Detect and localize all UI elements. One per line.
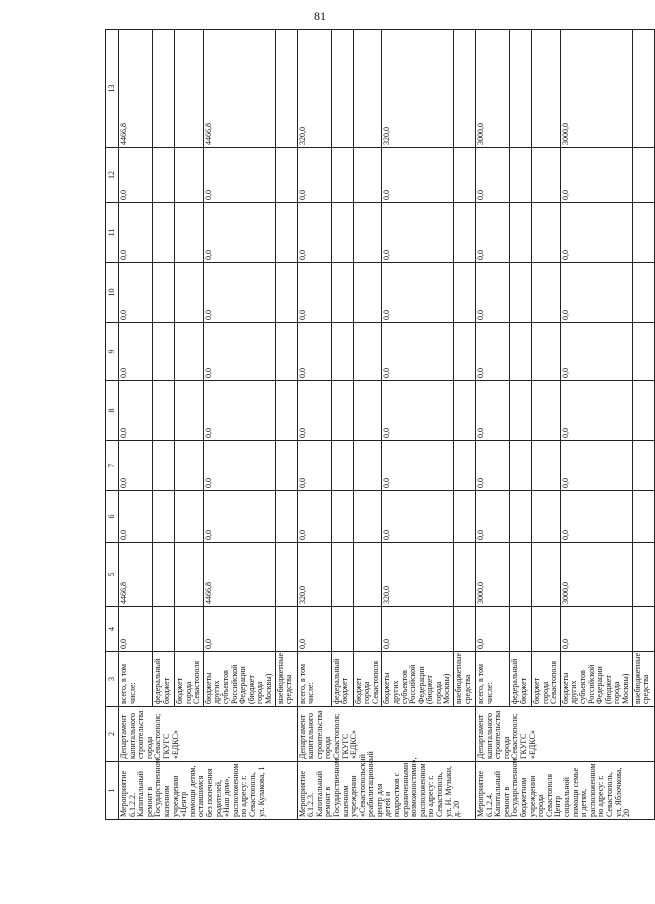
value-cell: 0,0: [560, 323, 632, 381]
value-cell: [275, 491, 297, 543]
value-cell: 0,0: [382, 323, 454, 381]
value-cell: 0,0: [203, 441, 275, 491]
table-body: [119, 30, 655, 820]
value-cell: 4466,8: [203, 543, 275, 607]
value-cell: [175, 491, 204, 543]
value-cell: 320,0: [297, 543, 331, 607]
value-cell: [153, 543, 175, 607]
value-cell: [153, 381, 175, 441]
value-cell: 0,0: [476, 491, 510, 543]
value-cell: 0,0: [297, 263, 331, 323]
value-cell: 320,0: [297, 30, 331, 148]
column-number-row: [106, 30, 119, 820]
value-cell: 320,0: [382, 543, 454, 607]
value-cell: 3000,0: [560, 543, 632, 607]
funding-source: бюджеты других субъектов Российской Федерации (бюджет города Москвы): [560, 652, 632, 707]
value-cell: [175, 543, 204, 607]
value-cell: 0,0: [560, 607, 632, 652]
column-header: 6: [106, 491, 119, 543]
value-cell: 0,0: [476, 263, 510, 323]
value-cell: [510, 30, 532, 148]
funding-source: бюджеты других субъектов Российской Федерации (бюджет города Москвы): [203, 652, 275, 707]
value-cell: 0,0: [382, 491, 454, 543]
value-cell: 0,0: [119, 148, 153, 203]
table-row: [510, 30, 532, 820]
column-header: 10: [106, 263, 119, 323]
value-cell: [632, 323, 654, 381]
value-cell: [532, 263, 561, 323]
value-cell: 4466,8: [203, 30, 275, 148]
value-cell: [353, 203, 382, 263]
value-cell: 0,0: [119, 607, 153, 652]
value-cell: 320,0: [382, 30, 454, 148]
value-cell: [532, 381, 561, 441]
value-cell: 3000,0: [560, 30, 632, 148]
value-cell: [510, 203, 532, 263]
value-cell: [175, 323, 204, 381]
value-cell: [153, 30, 175, 148]
value-cell: 3000,0: [476, 543, 510, 607]
value-cell: [331, 148, 353, 203]
table-row: [353, 30, 382, 820]
value-cell: 0,0: [297, 381, 331, 441]
funding-source: всего, в том числе:: [476, 652, 510, 707]
value-cell: [153, 323, 175, 381]
column-header: 4: [106, 607, 119, 652]
value-cell: [153, 441, 175, 491]
value-cell: [353, 323, 382, 381]
value-cell: 0,0: [297, 203, 331, 263]
table-row: [297, 30, 331, 820]
value-cell: 0,0: [203, 491, 275, 543]
value-cell: [632, 543, 654, 607]
value-cell: [532, 30, 561, 148]
value-cell: 0,0: [297, 441, 331, 491]
funding-source: федеральный бюджет: [153, 652, 175, 707]
value-cell: [331, 381, 353, 441]
value-cell: [454, 607, 476, 652]
table-row: [203, 30, 275, 820]
value-cell: [510, 323, 532, 381]
value-cell: [153, 263, 175, 323]
value-cell: [175, 381, 204, 441]
value-cell: [153, 203, 175, 263]
value-cell: 0,0: [476, 381, 510, 441]
value-cell: [353, 607, 382, 652]
value-cell: [532, 203, 561, 263]
value-cell: 0,0: [297, 148, 331, 203]
funding-source: бюджеты других субъектов Российской Федерации (бюджет города Москвы): [382, 652, 454, 707]
value-cell: [353, 263, 382, 323]
value-cell: [510, 543, 532, 607]
value-cell: [510, 263, 532, 323]
budget-table: [105, 29, 655, 820]
value-cell: 0,0: [476, 323, 510, 381]
value-cell: [275, 323, 297, 381]
funding-source: внебюджетные средства: [454, 652, 476, 707]
column-header: 13: [106, 30, 119, 148]
value-cell: [175, 148, 204, 203]
activity-executor: Департамент капитального строительства города Севастополя; ГКУГС «ЕДКС»: [297, 707, 476, 762]
value-cell: [275, 543, 297, 607]
column-header: 9: [106, 323, 119, 381]
value-cell: 0,0: [476, 607, 510, 652]
value-cell: 0,0: [203, 203, 275, 263]
value-cell: [632, 30, 654, 148]
value-cell: [454, 323, 476, 381]
value-cell: [175, 203, 204, 263]
value-cell: 0,0: [203, 381, 275, 441]
value-cell: 0,0: [382, 203, 454, 263]
activity-name: Мероприятие 6.1.2.3. Капитальный ремонт в Государственном казенном учреждении «Севастопольский реабилитационный центр для детей и подростков с ограниченными возможностями», расположенном по адресу: г. Севастополь, ул. Н. Музыки, д. 20: [297, 762, 476, 820]
value-cell: [275, 607, 297, 652]
value-cell: [454, 381, 476, 441]
value-cell: [454, 263, 476, 323]
value-cell: 0,0: [560, 491, 632, 543]
value-cell: 0,0: [297, 323, 331, 381]
value-cell: 0,0: [560, 203, 632, 263]
value-cell: [275, 441, 297, 491]
table-row: [532, 30, 561, 820]
value-cell: [454, 491, 476, 543]
value-cell: [331, 441, 353, 491]
value-cell: [454, 203, 476, 263]
column-header: 8: [106, 381, 119, 441]
value-cell: 0,0: [476, 441, 510, 491]
activity-name: Мероприятие 6.1.2.2. Капитальный ремонт в Государственном казенном учреждении «Центр помощи детям, оставшимся без попечения родителей, «Наш дом», расположенном по адресу: г. Севастополь, ул. Кулакова, 1: [119, 762, 298, 820]
funding-source: внебюджетные средства: [632, 652, 654, 707]
activity-name: Мероприятие 6.1.2.4. Капитальный ремонт в Государственном бюджетном учреждении города Севастополя Центр социальной помощи семье и детям, расположенном по адресу: г. Севастополь, ул. Яблочкова, 20: [476, 762, 655, 820]
funding-source: всего, в том числе:: [297, 652, 331, 707]
value-cell: 0,0: [382, 148, 454, 203]
column-header: 7: [106, 441, 119, 491]
table-row: [560, 30, 632, 820]
value-cell: [175, 30, 204, 148]
value-cell: 0,0: [119, 491, 153, 543]
column-header: 11: [106, 203, 119, 263]
value-cell: [510, 441, 532, 491]
column-header: 2: [106, 707, 119, 762]
table-row: [275, 30, 297, 820]
value-cell: [353, 381, 382, 441]
activity-executor: Департамент капитального строительства города Севастополя; ГКУГС «ЕДКС»: [476, 707, 655, 762]
table-row: [175, 30, 204, 820]
table-row: [331, 30, 353, 820]
value-cell: 0,0: [297, 607, 331, 652]
value-cell: [175, 607, 204, 652]
value-cell: [153, 607, 175, 652]
value-cell: [175, 263, 204, 323]
value-cell: [632, 263, 654, 323]
table-row: [454, 30, 476, 820]
value-cell: [353, 543, 382, 607]
value-cell: [275, 263, 297, 323]
funding-source: бюджет города Севастополя: [175, 652, 204, 707]
value-cell: 0,0: [119, 263, 153, 323]
value-cell: 0,0: [382, 381, 454, 441]
value-cell: 0,0: [560, 381, 632, 441]
table-row: [476, 30, 510, 820]
value-cell: [331, 543, 353, 607]
value-cell: [454, 543, 476, 607]
activity-executor: Департамент капитального строительства города Севастополя; ГКУГС «ЕДКС»: [119, 707, 298, 762]
value-cell: [454, 148, 476, 203]
column-header: 3: [106, 652, 119, 707]
value-cell: [532, 148, 561, 203]
column-header: 12: [106, 148, 119, 203]
funding-source: бюджет города Севастополя: [532, 652, 561, 707]
value-cell: [331, 323, 353, 381]
value-cell: [331, 491, 353, 543]
value-cell: [153, 148, 175, 203]
funding-source: федеральный бюджет: [510, 652, 532, 707]
value-cell: 4466,8: [119, 30, 153, 148]
value-cell: [353, 491, 382, 543]
value-cell: [532, 491, 561, 543]
value-cell: [353, 441, 382, 491]
value-cell: [275, 30, 297, 148]
value-cell: 3000,0: [476, 30, 510, 148]
value-cell: [510, 381, 532, 441]
value-cell: 0,0: [382, 441, 454, 491]
value-cell: [632, 381, 654, 441]
funding-source: федеральный бюджет: [331, 652, 353, 707]
column-header: 5: [106, 543, 119, 607]
table-row: [119, 30, 153, 820]
value-cell: [331, 607, 353, 652]
value-cell: [632, 203, 654, 263]
value-cell: 0,0: [119, 323, 153, 381]
table-row: [632, 30, 654, 820]
value-cell: [331, 263, 353, 323]
value-cell: 0,0: [203, 323, 275, 381]
table-row: [153, 30, 175, 820]
value-cell: 0,0: [560, 263, 632, 323]
value-cell: 0,0: [203, 148, 275, 203]
column-header: 1: [106, 762, 119, 820]
value-cell: 0,0: [382, 607, 454, 652]
value-cell: [632, 607, 654, 652]
value-cell: 0,0: [476, 148, 510, 203]
value-cell: 4466,8: [119, 543, 153, 607]
value-cell: [510, 148, 532, 203]
value-cell: [353, 30, 382, 148]
value-cell: [275, 203, 297, 263]
value-cell: 0,0: [382, 263, 454, 323]
value-cell: [153, 491, 175, 543]
value-cell: [175, 441, 204, 491]
value-cell: [454, 30, 476, 148]
value-cell: [510, 491, 532, 543]
value-cell: [275, 148, 297, 203]
value-cell: 0,0: [560, 441, 632, 491]
value-cell: 0,0: [476, 203, 510, 263]
value-cell: 0,0: [203, 607, 275, 652]
value-cell: [632, 441, 654, 491]
page-number: 81: [314, 9, 326, 23]
table-row: [382, 30, 454, 820]
funding-source: внебюджетные средства: [275, 652, 297, 707]
value-cell: [275, 381, 297, 441]
value-cell: [532, 441, 561, 491]
value-cell: [331, 30, 353, 148]
funding-source: всего, в том числе:: [119, 652, 153, 707]
value-cell: [532, 543, 561, 607]
value-cell: [632, 491, 654, 543]
value-cell: 0,0: [203, 263, 275, 323]
value-cell: [632, 148, 654, 203]
value-cell: 0,0: [119, 381, 153, 441]
value-cell: 0,0: [119, 203, 153, 263]
value-cell: [510, 607, 532, 652]
value-cell: 0,0: [297, 491, 331, 543]
value-cell: [532, 323, 561, 381]
value-cell: 0,0: [119, 441, 153, 491]
rotated-table-container: [105, 30, 651, 820]
value-cell: [331, 203, 353, 263]
value-cell: 0,0: [560, 148, 632, 203]
value-cell: [454, 441, 476, 491]
value-cell: [353, 148, 382, 203]
value-cell: [532, 607, 561, 652]
funding-source: бюджет города Севастополя: [353, 652, 382, 707]
